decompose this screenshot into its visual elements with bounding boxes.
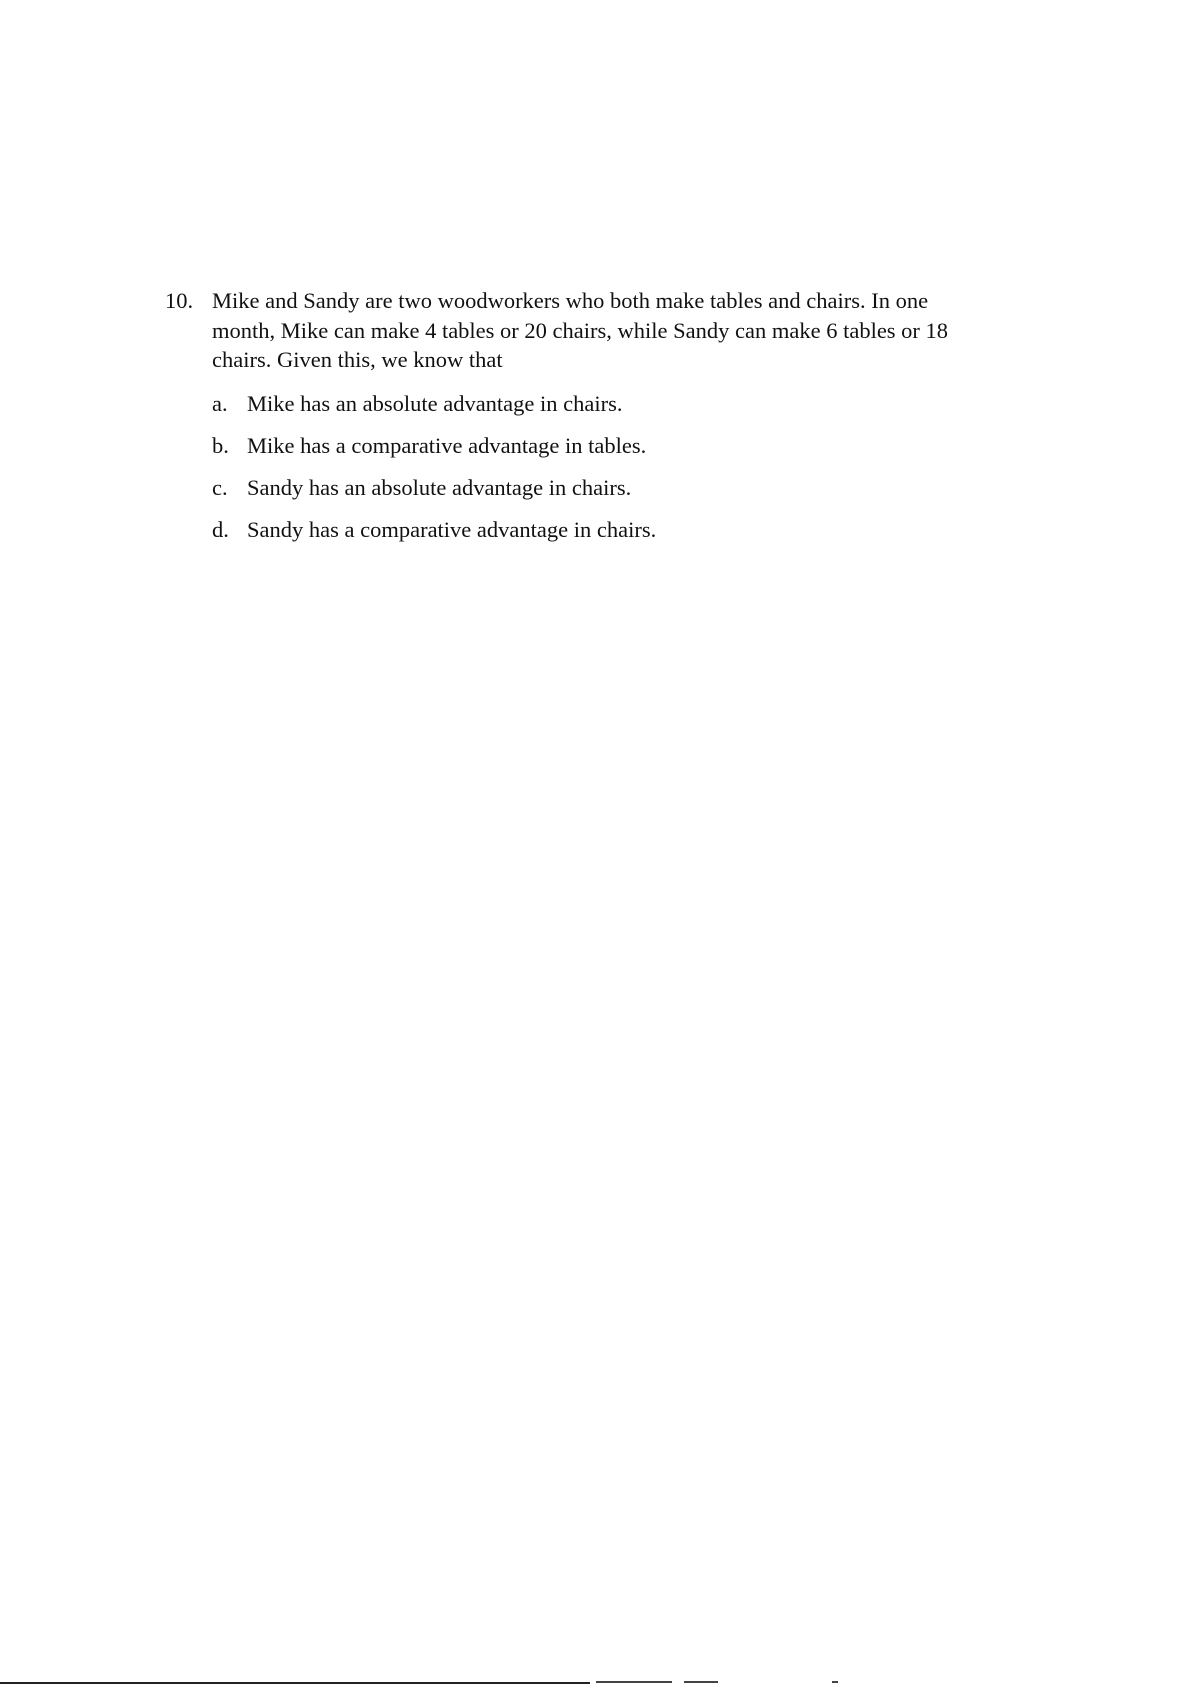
choice-a-letter: a.	[212, 390, 228, 416]
choice-b-text: Mike has a comparative advantage in tables.	[247, 432, 647, 458]
page-bottom-fragment	[596, 1681, 672, 1683]
choice-c-text: Sandy has an absolute advantage in chairs.	[247, 474, 632, 500]
answer-choices	[212, 389, 1005, 544]
choice-d-text: Sandy has a comparative advantage in chairs.	[247, 516, 657, 542]
question-10	[165, 286, 1005, 557]
question-number: 10.	[165, 288, 194, 313]
page-bottom-fragment	[684, 1681, 718, 1683]
page-bottom-rule	[0, 1682, 590, 1684]
choice-a	[212, 389, 1005, 418]
choice-d-letter: d.	[212, 516, 229, 542]
question-stem-line-3: chairs. Given this, we know that	[212, 347, 503, 372]
page-bottom-fragment	[832, 1681, 838, 1683]
question-stem-line-1: Mike and Sandy are two woodworkers who both make tables and chairs. In one	[212, 288, 929, 313]
question-head	[165, 286, 1005, 375]
choice-d	[212, 515, 1005, 544]
choice-b	[212, 431, 1005, 460]
choice-c	[212, 473, 1005, 502]
question-stem-line-2: month, Mike can make 4 tables or 20 chairs, while Sandy can make 6 tables or 18	[212, 317, 949, 343]
choice-c-letter: c.	[212, 474, 228, 500]
question-stem	[212, 286, 1005, 375]
choice-b-letter: b.	[212, 432, 229, 458]
choice-a-text: Mike has an absolute advantage in chairs.	[247, 390, 623, 416]
